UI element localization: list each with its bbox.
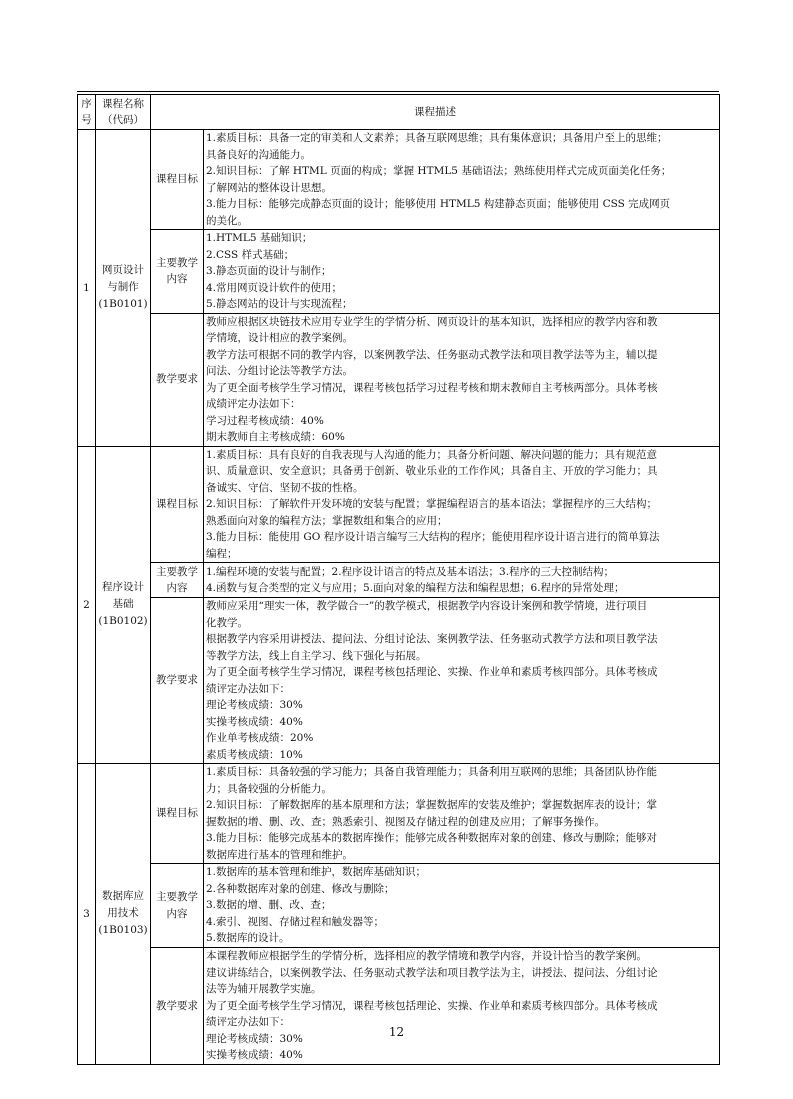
description-line: 1.素质目标：具备一定的审美和人文素养；具备互联网思维；具有集体意识；具备用户至上的思维； xyxy=(206,132,668,144)
description-line: 作业单考核成绩：20% xyxy=(206,732,314,744)
description-line: 学习过程考核成绩：40% xyxy=(206,414,324,427)
description-line: 期末教师自主考核成绩：60% xyxy=(206,431,345,443)
description-line: 素质考核成绩：10% xyxy=(206,748,303,761)
description-line: 教师应采用“理实一体，教学做合一”的教学模式，根据教学内容设计案例和教学情境，进行项目 xyxy=(206,600,648,612)
course-name-line: 与制作 xyxy=(107,281,139,294)
course-table-body xyxy=(78,130,720,1065)
section-label-line: 主要教学 xyxy=(156,891,198,903)
section-description xyxy=(204,598,720,764)
course-name-line: (1B0102) xyxy=(98,615,148,628)
table-row xyxy=(78,230,720,314)
description-line: 2.知识目标：了解数据库的基本原理和方法；掌握数据库的安装及维护；掌握数据库表的设计；掌 xyxy=(206,799,658,811)
description-line: 4.函数与复合类型的定义与应用；5.面向对象的编程方法和编程思想；6.程序的异常处理； xyxy=(206,582,625,594)
section-description xyxy=(204,948,720,1065)
description-line: 3.数据的增、删、改、查； xyxy=(206,899,332,912)
description-line: 成绩评定办法如下： xyxy=(206,398,301,410)
description-line: 绩评定办法如下： xyxy=(206,682,290,695)
section-label xyxy=(151,313,204,446)
section-label xyxy=(151,598,204,764)
description-line: 3.能力目标：能够完成基本的数据库操作；能够完成各种数据库对象的创建、修改与删除；能够对 xyxy=(206,832,658,844)
section-label xyxy=(151,446,204,563)
description-line: 1.素质目标：具有良好的自我表现与人沟通的能力；具备分析问题、解决问题的能力；具有规范意 xyxy=(206,448,658,461)
section-label-line: 课程目标 xyxy=(156,807,198,820)
description-line: 3.能力目标：能使用 GO 程序设计语言编写三大结构的程序；能使用程序设计语言进行的简单算法 xyxy=(206,531,660,543)
description-line: 熟悉面向对象的编程方法；掌握数组和集合的应用； xyxy=(206,514,448,527)
description-line: 1.素质目标：具备较强的学习能力；具备自我管理能力；具备利用互联网的思维；具备团队协作能 xyxy=(206,766,658,778)
description-line: 握数据的增、删、改、查；熟悉索引、视图及存储过程的创建及应用；了解事务操作。 xyxy=(206,815,605,828)
section-label-line: 课程目标 xyxy=(156,498,198,510)
description-line: 2.知识目标：了解软件开发环境的安装与配置；掌握编程语言的基本语法；掌握程序的三大结构； xyxy=(206,498,658,510)
section-label-line: 内容 xyxy=(166,907,188,920)
description-line: 实操考核成绩：40% xyxy=(206,715,303,728)
section-label-line: 教学要求 xyxy=(156,999,198,1012)
course-name-line: 程序设计 xyxy=(102,581,144,594)
section-label-line: 内容 xyxy=(166,273,188,286)
description-line: 1.数据库的基本管理和维护，数据库基础知识； xyxy=(206,866,427,879)
description-line: 教师应根据区块链技术应用专业学生的学情分析、网页设计的基本知识，选择相应的教学内容和教 xyxy=(206,315,658,328)
description-line: 绩评定办法如下： xyxy=(206,1016,290,1028)
description-line: 4.索引、视图、存储过程和触发器等； xyxy=(206,915,385,928)
description-line: 实操考核成绩：40% xyxy=(206,1049,303,1061)
course-name xyxy=(96,446,151,764)
table-row xyxy=(78,764,720,864)
course-index: 2 xyxy=(78,446,96,764)
table-row xyxy=(78,313,720,446)
section-label-line: 主要教学 xyxy=(156,565,198,578)
description-line: 5.静态网站的设计与实现流程； xyxy=(206,298,353,310)
header-index: 序号 xyxy=(78,95,96,130)
description-line: 为了更全面考核学生学习情况，课程考核包括理论、实操、作业单和素质考核四部分。具体考核成 xyxy=(206,666,658,678)
section-label-line: 内容 xyxy=(166,582,188,594)
section-label xyxy=(151,764,204,864)
description-line: 等教学方法，线上自主学习、线下强化与拓展。 xyxy=(206,649,427,662)
table-row xyxy=(78,130,720,230)
page-number: 12 xyxy=(388,1025,405,1039)
description-line: 法等为辅开展教学实施。 xyxy=(206,983,322,995)
header-course-description: 课程描述 xyxy=(151,95,720,130)
description-line: 了解网站的整体设计思想。 xyxy=(206,181,332,194)
section-label-line: 教学要求 xyxy=(156,373,198,386)
course-name-line: (1B0101) xyxy=(98,298,148,311)
description-line: 建议讲练结合，以案例教学法、任务驱动式教学法和项目教学法为主，讲授法、提问法、分组讨论 xyxy=(206,966,658,979)
section-description xyxy=(204,313,720,446)
description-line: 2.各种数据库对象的创建、修改与删除； xyxy=(206,882,395,895)
section-label xyxy=(151,864,204,948)
course-name-line: (1B0103) xyxy=(98,924,148,937)
top-rule xyxy=(77,91,719,92)
table-row xyxy=(78,446,720,563)
section-label xyxy=(151,563,204,598)
section-label-line: 课程目标 xyxy=(156,173,198,186)
section-label xyxy=(151,948,204,1065)
section-description xyxy=(204,446,720,563)
section-label-line: 主要教学 xyxy=(156,256,198,269)
description-line: 数据库进行基本的管理和维护。 xyxy=(206,848,353,861)
description-line: 2.CSS 样式基础； xyxy=(206,248,295,261)
description-line: 3.能力目标：能够完成静态页面的设计；能够使用 HTML5 构建静态页面；能够使用 CSS 完成网页 xyxy=(206,198,671,210)
course-index: 1 xyxy=(78,130,96,447)
course-name xyxy=(96,130,151,447)
description-line: 根据教学内容采用讲授法、提问法、分组讨论法、案例教学法、任务驱动式教学方法和项目教学法 xyxy=(206,633,658,645)
table-row xyxy=(78,563,720,598)
description-line: 4.常用网页设计软件的使用； xyxy=(206,281,343,294)
description-line: 理论考核成绩：30% xyxy=(206,1032,303,1045)
description-line: 学情境，设计相应的教学案例。 xyxy=(206,332,353,344)
course-name-line: 基础 xyxy=(112,598,134,611)
header-row xyxy=(78,95,720,130)
description-line: 理论考核成绩：30% xyxy=(206,699,303,711)
course-name xyxy=(96,764,151,1065)
description-line: 5.数据库的设计。 xyxy=(206,932,290,945)
description-line: 具备良好的沟通能力。 xyxy=(206,148,311,161)
table-row xyxy=(78,948,720,1065)
description-line: 的美化。 xyxy=(206,214,248,227)
description-line: 2.知识目标：了解 HTML 页面的构成；掌握 HTML5 基础语法；熟练使用样式完成页面美化任务； xyxy=(206,165,672,177)
section-label xyxy=(151,230,204,314)
description-line: 教学方法可根据不同的教学内容，以案例教学法、任务驱动式教学法和项目教学法等为主，辅以提 xyxy=(206,348,658,361)
description-line: 编程； xyxy=(206,547,238,560)
course-table xyxy=(77,94,720,1065)
section-label xyxy=(151,130,204,230)
description-line: 识、质量意识、安全意识；具备勇于创新、敬业乐业的工作作风；具备自主、开放的学习能力；具 xyxy=(206,465,658,477)
description-line: 为了更全面考核学生学习情况，课程考核包括理论、实操、作业单和素质考核四部分。具体考核成 xyxy=(206,999,658,1012)
section-description xyxy=(204,864,720,948)
description-line: 为了更全面考核学生学习情况，课程考核包括学习过程考核和期末教师自主考核两部分。具体考核 xyxy=(206,381,658,394)
section-description xyxy=(204,563,720,598)
course-name-line: 网页设计 xyxy=(102,264,144,277)
header-course-name: 课程名称（代码） xyxy=(96,95,151,130)
description-line: 3.静态页面的设计与制作； xyxy=(206,265,332,277)
section-description xyxy=(204,130,720,230)
description-line: 1.编程环境的安装与配置；2.程序设计语言的特点及基本语法；3.程序的三大控制结构； xyxy=(206,565,615,578)
section-description xyxy=(204,230,720,314)
section-description xyxy=(204,764,720,864)
description-line: 化教学。 xyxy=(206,616,248,629)
description-line: 问法、分组讨论法等教学方法。 xyxy=(206,365,353,377)
course-name-line: 数据库应 xyxy=(102,890,144,903)
description-line: 本课程教师应根据学生的学情分析，选择相应的教学情境和教学内容，并设计恰当的教学案例。 xyxy=(206,950,647,962)
course-index: 3 xyxy=(78,764,96,1065)
table-row xyxy=(78,864,720,948)
description-line: 力；具备较强的分析能力。 xyxy=(206,782,332,795)
table-row xyxy=(78,598,720,764)
description-line: 备诚实、守信、坚韧不拔的性格。 xyxy=(206,481,364,494)
section-label-line: 教学要求 xyxy=(156,674,198,687)
course-name-line: 用技术 xyxy=(107,907,139,920)
description-line: 1.HTML5 基础知识； xyxy=(206,232,313,244)
